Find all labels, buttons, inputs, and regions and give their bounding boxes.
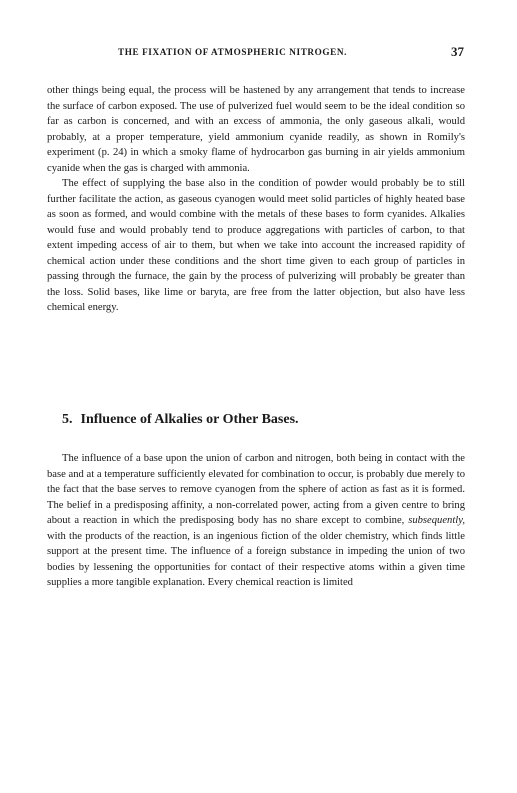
paragraph-continued: other things being equal, the process will be hastened by any arrangement that tends to increase the surface of carbon exposed. The use of pulverized fuel would seem to be the ideal condition so far as carbon is concerned, and with an excess of ammonia, the only gaseous alkali, would probably, at a proper temperature, yield ammonium cyanide readily, as shown in Romily's experiment (p. 24) in which a smoky flame of hydrocarbon gas burning in air yields ammonium cyanide when the gas is charged with ammonia.: [47, 85, 465, 174]
paragraph-influence-of-base: [47, 451, 465, 591]
page-header: [56, 44, 464, 64]
running-title: THE FIXATION OF ATMOSPHERIC NITROGEN.: [118, 47, 348, 57]
body-text-bottom: [47, 451, 465, 591]
paragraph-base-powder: The effect of supplying the base also in the condition of powder would probably be to still further facilitate the action, as gaseous cyanogen would meet solid particles of highly heated base as soon as formed, and would combine with the metals of these bases to form cyanides. Alkalies would fuse and would probably tend to produce aggregations with particles of carbon, to that extent impeding access of air to them, but when we take into account the increased rapidity of chemical action under these conditions and the short time given to each group of particles in passing through the furnace, the gain by the process of pulverizing will probably be greater than the loss. Solid bases, like lime or baryta, are free from the latter objection, but also have less chemical energy.: [47, 178, 465, 313]
section-heading: [62, 412, 307, 428]
body-text-top: [47, 83, 465, 316]
section-number: 5.: [62, 412, 73, 427]
italic-text: subsequently,: [408, 515, 465, 526]
text-run: The influence of a base upon the union of carbon and nitrogen, both being in contact with the base and at a temperature sufficiently elevated for combination to occur, is probably due merely to the fact that the base serves to remove cyanogen from the sphere of action as fast as it is formed. The belief in a predisposing affinity, a non-correlated power, acting from a given centre to bring about a reaction in which the predisposing body has no share except to combine,: [47, 453, 465, 526]
page-number: 37: [451, 44, 464, 59]
section-title: Influence of Alkalies or Other Bases.: [80, 412, 299, 427]
text-run: with the products of the reaction, is an ingenious fiction of the older chemistry, which finds little support at the present time. The influence of a foreign substance in impeding the union of two bodies by lessening the opportunities for contact of their respective atoms within a given time supplies a more tangible explanation. Every chemical reaction is limited: [47, 530, 465, 588]
